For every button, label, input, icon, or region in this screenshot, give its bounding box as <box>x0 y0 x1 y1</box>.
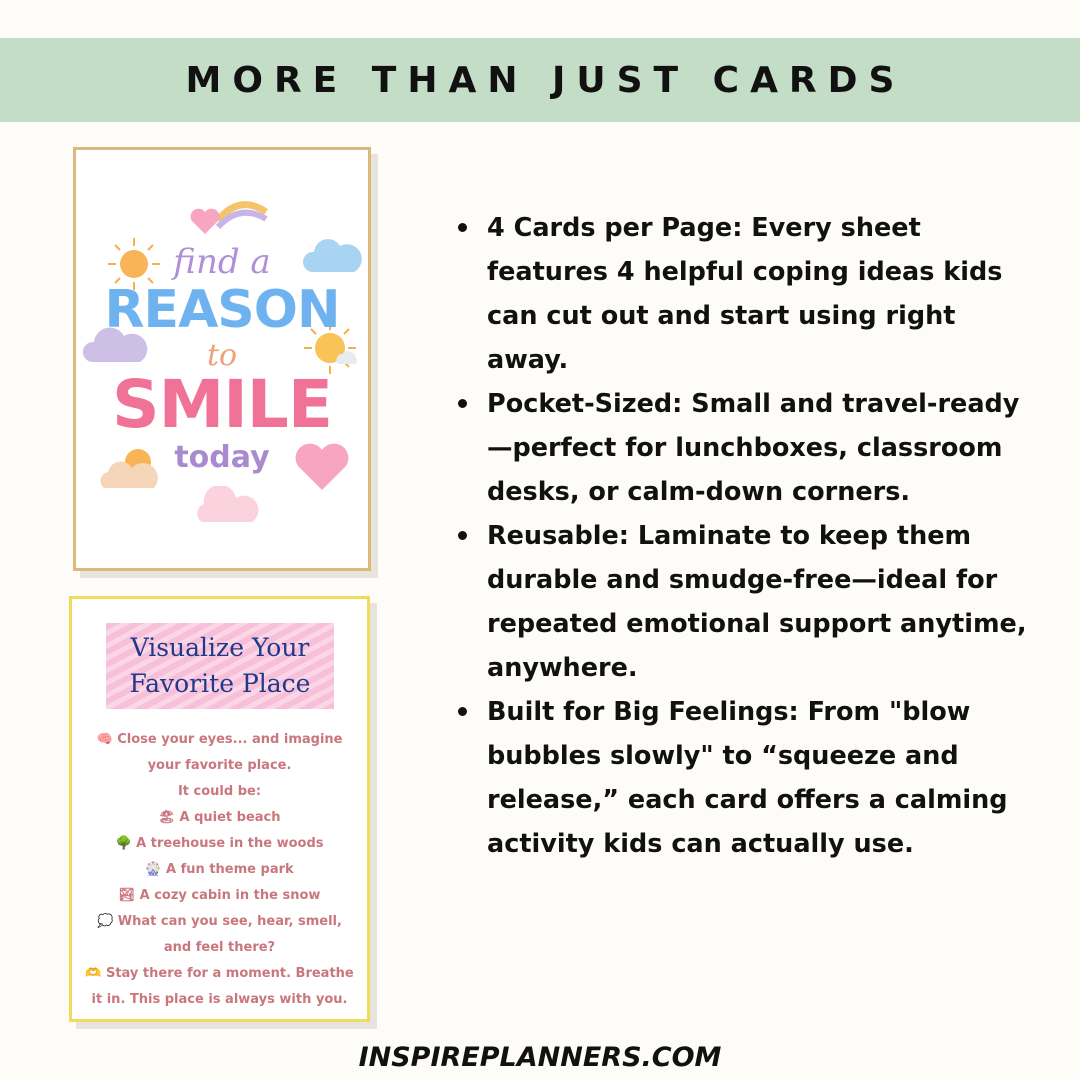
list-item: 4 Cards per Page: Every sheet features 4 helpful coping ideas kids can cut out and start using right away. <box>487 206 1037 382</box>
cloud-icon <box>192 486 260 526</box>
card-title-line: Visualize Your <box>130 633 310 662</box>
card-body-line: It could be: <box>177 784 262 799</box>
card-text-to: to <box>206 338 238 373</box>
card-text-today: today <box>174 440 270 475</box>
website-footer: INSPIREPLANNERS.COM <box>358 1042 722 1073</box>
card-body-line: 🫶 Stay there for a moment. Breathe <box>85 966 354 981</box>
card-body-line: 🧠 Close your eyes... and imagine <box>96 732 343 747</box>
card-body-line: it in. This place is always with you. <box>91 992 348 1007</box>
card-body-line: 🎡 A fun theme park <box>145 862 294 877</box>
list-item: Built for Big Feelings: From "blow bubbles slowly" to “squeeze and release,” each card offers a calming activity kids can actually use. <box>487 690 1037 866</box>
card-body-line: 💭 What can you see, hear, smell, <box>97 914 342 929</box>
heart-rainbow-icon <box>188 198 270 242</box>
card-body-line: 🏖 A quiet beach <box>158 810 281 825</box>
card-body-line: and feel there? <box>163 940 276 955</box>
card-body-line: your favorite place. <box>147 758 292 773</box>
list-item: Reusable: Laminate to keep them durable and smudge-free—ideal for repeated emotional support anytime, anywhere. <box>487 514 1037 690</box>
card-text-reason: REASON <box>104 280 340 340</box>
card-body-line: 🏞 A cozy cabin in the snow <box>118 888 321 903</box>
card-title-highlight <box>106 623 334 709</box>
smile-card-image <box>73 147 371 571</box>
card-text-smile: SMILE <box>112 366 332 443</box>
visualize-card-image <box>69 596 370 1022</box>
list-item: Pocket-Sized: Small and travel-ready—perfect for lunchboxes, classroom desks, or calm-down corners. <box>487 382 1037 514</box>
page-title: MORE THAN JUST CARDS <box>185 59 906 101</box>
feature-list <box>487 206 1037 866</box>
header-banner <box>0 38 1080 122</box>
card-text-find-a: find a <box>173 242 271 282</box>
card-body <box>72 727 367 1013</box>
card-body-line: 🌳 A treehouse in the woods <box>115 836 324 851</box>
card-title-line: Favorite Place <box>129 669 311 698</box>
